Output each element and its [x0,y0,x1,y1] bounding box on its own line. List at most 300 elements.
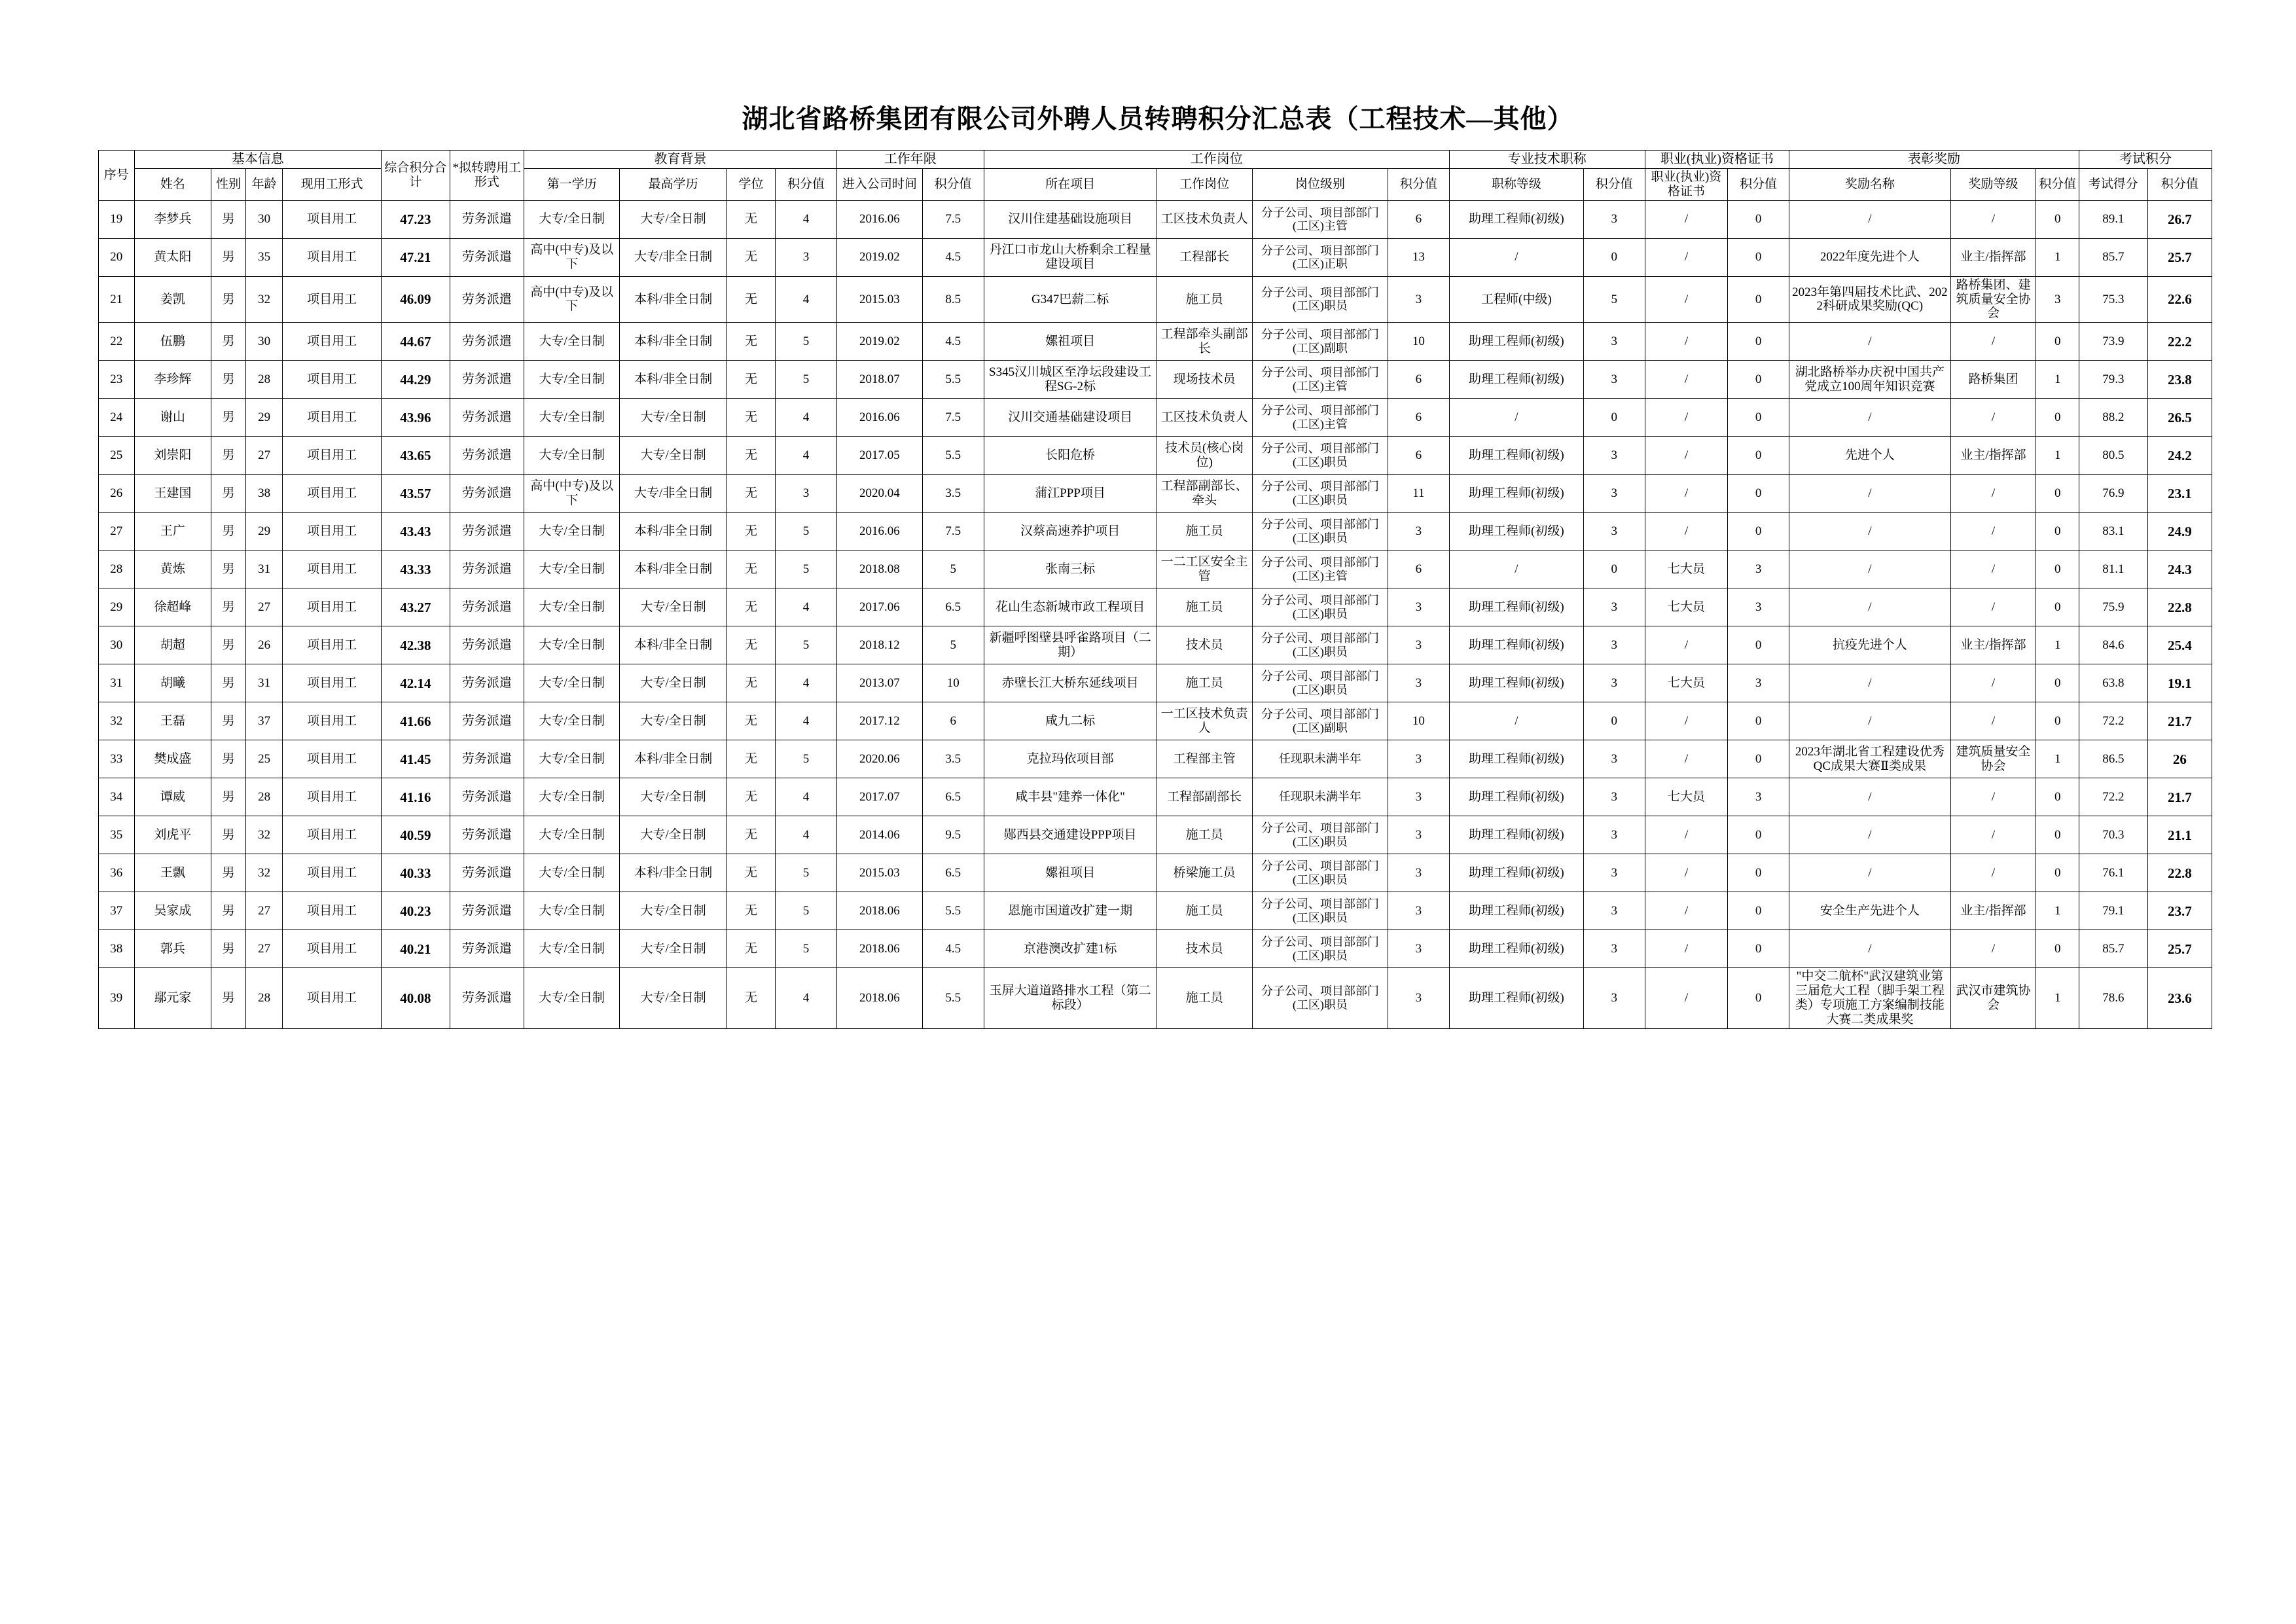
row-post-level: 分子公司、项目部部门(工区)职员 [1252,513,1388,550]
row-current-form: 项目用工 [283,968,382,1028]
row-post-level: 分子公司、项目部部门(工区)职员 [1252,930,1388,968]
group-work-years: 工作年限 [836,151,984,169]
row-gender: 男 [211,778,245,816]
row-year-score: 8.5 [922,276,984,323]
row-project: 赤壁长江大桥东延线项目 [984,664,1157,702]
row-cert-score: 0 [1728,816,1789,854]
row-award-level: 建筑质量安全协会 [1950,740,2036,778]
row-award-level: 路桥集团、建筑质量安全协会 [1950,276,2036,323]
row-age: 27 [245,588,283,626]
row-cert-score: 0 [1728,276,1789,323]
row-post: 工程部主管 [1157,740,1252,778]
row-edu-score: 5 [776,892,837,930]
row-current-form: 项目用工 [283,930,382,968]
row-award-score: 0 [2036,702,2079,740]
row-project: 新疆呼图壁县呼雀路项目（二期） [984,626,1157,664]
row-age: 31 [245,550,283,588]
row-title-score: 3 [1583,854,1645,892]
row-award-name: "中交二航杯"武汉建筑业第三届危大工程（脚手架工程类）专项施工方案编制技能大赛二类成果奖 [1789,968,1951,1028]
row-year-score: 10 [922,664,984,702]
row-award-score: 1 [2036,892,2079,930]
row-age: 29 [245,399,283,437]
row-edu-score: 5 [776,513,837,550]
row-gender: 男 [211,968,245,1028]
row-project: 嫘祖项目 [984,323,1157,361]
table-row [99,968,2212,1028]
row-cert-name: / [1645,437,1728,475]
table-row [99,740,2212,778]
row-age: 25 [245,740,283,778]
row-cert-name: 七大员 [1645,664,1728,702]
row-post-score: 3 [1388,968,1450,1028]
row-cert-score: 3 [1728,664,1789,702]
row-seq: 19 [99,200,135,238]
row-post-score: 3 [1388,854,1450,892]
row-age: 28 [245,361,283,399]
row-current-form: 项目用工 [283,816,382,854]
group-tech-title: 专业技术职称 [1449,151,1645,169]
row-post-score: 3 [1388,513,1450,550]
row-title-score: 5 [1583,276,1645,323]
row-title-score: 3 [1583,475,1645,513]
row-award-level: / [1950,550,2036,588]
row-award-score: 1 [2036,626,2079,664]
row-post-level: 任现职未满半年 [1252,740,1388,778]
row-award-score: 1 [2036,437,2079,475]
row-age: 37 [245,702,283,740]
col-age: 年龄 [245,169,283,201]
table-row [99,238,2212,276]
row-join-date: 2015.03 [836,854,922,892]
row-edu-score: 5 [776,740,837,778]
row-seq: 28 [99,550,135,588]
row-degree: 无 [726,550,775,588]
row-total-score: 44.29 [381,361,450,399]
row-title-level: 助理工程师(初级) [1449,968,1583,1028]
row-current-form: 项目用工 [283,702,382,740]
row-title-score: 3 [1583,323,1645,361]
table-row [99,550,2212,588]
row-first-degree: 大专/全日制 [524,361,620,399]
row-exam-points: 21.1 [2147,816,2212,854]
row-intend-form: 劳务派遣 [450,475,524,513]
row-gender: 男 [211,238,245,276]
row-exam-score: 80.5 [2079,437,2147,475]
table-row [99,513,2212,550]
col-project: 所在项目 [984,169,1157,201]
row-edu-score: 4 [776,200,837,238]
row-title-score: 0 [1583,238,1645,276]
row-post-level: 分子公司、项目部部门(工区)职员 [1252,664,1388,702]
row-highest-degree: 本科/非全日制 [620,361,727,399]
row-exam-score: 79.1 [2079,892,2147,930]
row-edu-score: 5 [776,930,837,968]
row-award-name: / [1789,702,1951,740]
row-degree: 无 [726,399,775,437]
row-join-date: 2019.02 [836,238,922,276]
row-edu-score: 4 [776,588,837,626]
row-title-score: 3 [1583,361,1645,399]
row-first-degree: 大专/全日制 [524,854,620,892]
row-cert-name: / [1645,513,1728,550]
row-degree: 无 [726,513,775,550]
row-project: S345汉川城区至净坛段建设工程SG-2标 [984,361,1157,399]
row-exam-points: 22.2 [2147,323,2212,361]
row-degree: 无 [726,323,775,361]
row-age: 27 [245,930,283,968]
row-current-form: 项目用工 [283,588,382,626]
row-first-degree: 大专/全日制 [524,550,620,588]
row-cert-score: 0 [1728,854,1789,892]
row-post-score: 6 [1388,437,1450,475]
row-year-score: 6.5 [922,778,984,816]
row-join-date: 2017.07 [836,778,922,816]
col-edu-score: 积分值 [776,169,837,201]
row-year-score: 7.5 [922,513,984,550]
row-post-score: 3 [1388,816,1450,854]
row-exam-points: 23.7 [2147,892,2212,930]
row-cert-score: 0 [1728,200,1789,238]
row-title-score: 3 [1583,437,1645,475]
row-gender: 男 [211,740,245,778]
row-post: 技术员(核心岗位) [1157,437,1252,475]
row-join-date: 2020.04 [836,475,922,513]
col-join-date: 进入公司时间 [836,169,922,201]
row-post-level: 分子公司、项目部部门(工区)职员 [1252,816,1388,854]
col-total-score: 综合积分合计 [381,151,450,201]
row-post: 桥梁施工员 [1157,854,1252,892]
row-first-degree: 大专/全日制 [524,323,620,361]
row-award-name: / [1789,550,1951,588]
row-post: 施工员 [1157,664,1252,702]
row-edu-score: 4 [776,276,837,323]
page-title: 湖北省路桥集团有限公司外聘人员转聘积分汇总表（工程技术—其他） [742,104,1574,134]
row-edu-score: 5 [776,361,837,399]
row-cert-name: / [1645,702,1728,740]
row-total-score: 43.27 [381,588,450,626]
row-post-score: 6 [1388,200,1450,238]
row-award-name: / [1789,588,1951,626]
row-name: 伍鹏 [134,323,211,361]
row-name: 黄炼 [134,550,211,588]
row-gender: 男 [211,513,245,550]
table-row [99,816,2212,854]
row-age: 32 [245,854,283,892]
row-award-level: / [1950,323,2036,361]
row-post-score: 10 [1388,323,1450,361]
row-post-level: 分子公司、项目部部门(工区)职员 [1252,968,1388,1028]
row-exam-points: 21.7 [2147,778,2212,816]
row-intend-form: 劳务派遣 [450,702,524,740]
row-post: 施工员 [1157,513,1252,550]
table-row [99,475,2212,513]
row-age: 32 [245,816,283,854]
row-highest-degree: 大专/非全日制 [620,475,727,513]
row-title-score: 3 [1583,778,1645,816]
row-degree: 无 [726,854,775,892]
row-degree: 无 [726,816,775,854]
row-project: 汉川住建基础设施项目 [984,200,1157,238]
row-first-degree: 高中(中专)及以下 [524,238,620,276]
row-year-score: 5.5 [922,892,984,930]
row-title-level: / [1449,702,1583,740]
row-post-score: 3 [1388,930,1450,968]
row-name: 胡曦 [134,664,211,702]
row-first-degree: 大专/全日制 [524,437,620,475]
row-year-score: 3.5 [922,475,984,513]
row-post-score: 6 [1388,550,1450,588]
row-cert-score: 3 [1728,550,1789,588]
row-post-level: 任现职未满半年 [1252,778,1388,816]
row-award-level: 业主/指挥部 [1950,437,2036,475]
row-total-score: 43.96 [381,399,450,437]
row-seq: 35 [99,816,135,854]
row-exam-points: 23.8 [2147,361,2212,399]
col-highest-degree: 最高学历 [620,169,727,201]
row-award-score: 0 [2036,475,2079,513]
row-project: 咸丰县"建养一体化" [984,778,1157,816]
row-title-score: 3 [1583,626,1645,664]
row-age: 30 [245,200,283,238]
row-join-date: 2013.07 [836,664,922,702]
row-intend-form: 劳务派遣 [450,626,524,664]
row-award-level: 业主/指挥部 [1950,892,2036,930]
row-year-score: 5.5 [922,361,984,399]
col-gender: 性别 [211,169,245,201]
row-gender: 男 [211,702,245,740]
row-intend-form: 劳务派遣 [450,930,524,968]
row-post-score: 3 [1388,664,1450,702]
row-award-score: 0 [2036,323,2079,361]
row-exam-score: 84.6 [2079,626,2147,664]
row-edu-score: 4 [776,664,837,702]
row-join-date: 2017.05 [836,437,922,475]
row-award-score: 0 [2036,930,2079,968]
row-edu-score: 5 [776,854,837,892]
row-exam-score: 89.1 [2079,200,2147,238]
row-edu-score: 3 [776,238,837,276]
row-post: 技术员 [1157,626,1252,664]
row-join-date: 2014.06 [836,816,922,854]
row-award-name: / [1789,778,1951,816]
row-current-form: 项目用工 [283,892,382,930]
row-award-name: / [1789,475,1951,513]
row-edu-score: 5 [776,323,837,361]
row-cert-score: 0 [1728,626,1789,664]
row-age: 31 [245,664,283,702]
row-current-form: 项目用工 [283,626,382,664]
row-degree: 无 [726,475,775,513]
row-award-name: 先进个人 [1789,437,1951,475]
row-age: 38 [245,475,283,513]
row-title-level: 助理工程师(初级) [1449,323,1583,361]
row-year-score: 9.5 [922,816,984,854]
row-post-score: 6 [1388,399,1450,437]
row-exam-score: 70.3 [2079,816,2147,854]
row-post: 工程部牵头副部长 [1157,323,1252,361]
row-award-level: / [1950,399,2036,437]
row-seq: 39 [99,968,135,1028]
row-post-level: 分子公司、项目部部门(工区)职员 [1252,437,1388,475]
row-gender: 男 [211,626,245,664]
row-age: 26 [245,626,283,664]
col-name: 姓名 [134,169,211,201]
row-exam-points: 26 [2147,740,2212,778]
row-award-level: / [1950,854,2036,892]
row-degree: 无 [726,238,775,276]
row-current-form: 项目用工 [283,399,382,437]
row-post-score: 3 [1388,778,1450,816]
row-award-level: / [1950,816,2036,854]
row-join-date: 2018.12 [836,626,922,664]
row-highest-degree: 大专/全日制 [620,778,727,816]
row-cert-score: 0 [1728,437,1789,475]
row-seq: 38 [99,930,135,968]
row-total-score: 40.21 [381,930,450,968]
row-title-level: 助理工程师(初级) [1449,437,1583,475]
row-post-level: 分子公司、项目部部门(工区)职员 [1252,626,1388,664]
row-exam-points: 26.5 [2147,399,2212,437]
row-current-form: 项目用工 [283,238,382,276]
group-exam: 考试积分 [2079,151,2212,169]
row-title-level: 工程师(中级) [1449,276,1583,323]
row-award-score: 0 [2036,200,2079,238]
row-award-score: 0 [2036,664,2079,702]
row-current-form: 项目用工 [283,664,382,702]
row-name: 王广 [134,513,211,550]
row-highest-degree: 本科/非全日制 [620,626,727,664]
row-current-form: 项目用工 [283,550,382,588]
row-award-score: 0 [2036,399,2079,437]
row-award-name: / [1789,513,1951,550]
row-project: 汉蔡高速养护项目 [984,513,1157,550]
row-first-degree: 大专/全日制 [524,513,620,550]
row-title-level: 助理工程师(初级) [1449,930,1583,968]
row-join-date: 2017.12 [836,702,922,740]
row-exam-score: 76.1 [2079,854,2147,892]
row-year-score: 4.5 [922,930,984,968]
row-award-level: / [1950,664,2036,702]
row-year-score: 5.5 [922,437,984,475]
row-post: 工程部副部长、牵头 [1157,475,1252,513]
row-title-level: 助理工程师(初级) [1449,361,1583,399]
row-title-level: 助理工程师(初级) [1449,200,1583,238]
row-award-score: 3 [2036,276,2079,323]
row-gender: 男 [211,588,245,626]
table-row [99,588,2212,626]
row-post: 施工员 [1157,588,1252,626]
row-first-degree: 大专/全日制 [524,968,620,1028]
row-name: 王飘 [134,854,211,892]
group-award: 表彰奖励 [1789,151,2079,169]
row-award-name: / [1789,930,1951,968]
row-post-score: 3 [1388,740,1450,778]
row-post: 一二工区安全主管 [1157,550,1252,588]
table-row [99,361,2212,399]
row-project: 汉川交通基础建设项目 [984,399,1157,437]
row-seq: 29 [99,588,135,626]
row-post-level: 分子公司、项目部部门(工区)职员 [1252,276,1388,323]
row-cert-score: 3 [1728,588,1789,626]
row-exam-points: 24.3 [2147,550,2212,588]
row-award-score: 1 [2036,238,2079,276]
row-seq: 25 [99,437,135,475]
row-first-degree: 大专/全日制 [524,892,620,930]
row-award-score: 0 [2036,816,2079,854]
group-cert: 职业(执业)资格证书 [1645,151,1789,169]
row-intend-form: 劳务派遣 [450,399,524,437]
row-post-level: 分子公司、项目部部门(工区)主管 [1252,361,1388,399]
row-gender: 男 [211,475,245,513]
row-cert-name: / [1645,626,1728,664]
row-title-score: 3 [1583,968,1645,1028]
row-cert-name: / [1645,200,1728,238]
row-seq: 34 [99,778,135,816]
table-row [99,854,2212,892]
row-award-score: 0 [2036,778,2079,816]
row-first-degree: 大专/全日制 [524,664,620,702]
row-exam-points: 19.1 [2147,664,2212,702]
row-highest-degree: 本科/非全日制 [620,513,727,550]
row-award-score: 0 [2036,854,2079,892]
row-exam-points: 25.7 [2147,238,2212,276]
row-title-level: 助理工程师(初级) [1449,816,1583,854]
row-year-score: 6.5 [922,854,984,892]
col-first-degree: 第一学历 [524,169,620,201]
col-award-score: 积分值 [2036,169,2079,201]
row-title-score: 3 [1583,892,1645,930]
row-join-date: 2018.06 [836,930,922,968]
row-project: 嫘祖项目 [984,854,1157,892]
row-post: 工程部副部长 [1157,778,1252,816]
row-age: 28 [245,968,283,1028]
row-award-name: 安全生产先进个人 [1789,892,1951,930]
row-exam-points: 22.8 [2147,588,2212,626]
row-name: 李梦兵 [134,200,211,238]
row-project: 蒲江PPP项目 [984,475,1157,513]
row-cert-score: 0 [1728,238,1789,276]
row-name: 樊成盛 [134,740,211,778]
table-row [99,626,2212,664]
row-name: 刘崇阳 [134,437,211,475]
row-total-score: 41.16 [381,778,450,816]
row-post-score: 13 [1388,238,1450,276]
row-degree: 无 [726,778,775,816]
row-cert-score: 0 [1728,513,1789,550]
col-award-level: 奖励等级 [1950,169,2036,201]
table-body [99,200,2212,1028]
row-award-level: 路桥集团 [1950,361,2036,399]
col-post: 工作岗位 [1157,169,1252,201]
row-total-score: 47.23 [381,200,450,238]
row-post-level: 分子公司、项目部部门(工区)职员 [1252,588,1388,626]
row-exam-points: 23.1 [2147,475,2212,513]
row-title-level: 助理工程师(初级) [1449,513,1583,550]
col-cert-score: 积分值 [1728,169,1789,201]
row-seq: 23 [99,361,135,399]
row-intend-form: 劳务派遣 [450,664,524,702]
row-degree: 无 [726,702,775,740]
row-cert-score: 0 [1728,892,1789,930]
row-post: 施工员 [1157,968,1252,1028]
row-award-name: 2022年度先进个人 [1789,238,1951,276]
row-award-level: / [1950,930,2036,968]
row-title-score: 3 [1583,664,1645,702]
row-title-score: 0 [1583,399,1645,437]
row-gender: 男 [211,323,245,361]
row-year-score: 3.5 [922,740,984,778]
row-name: 王磊 [134,702,211,740]
